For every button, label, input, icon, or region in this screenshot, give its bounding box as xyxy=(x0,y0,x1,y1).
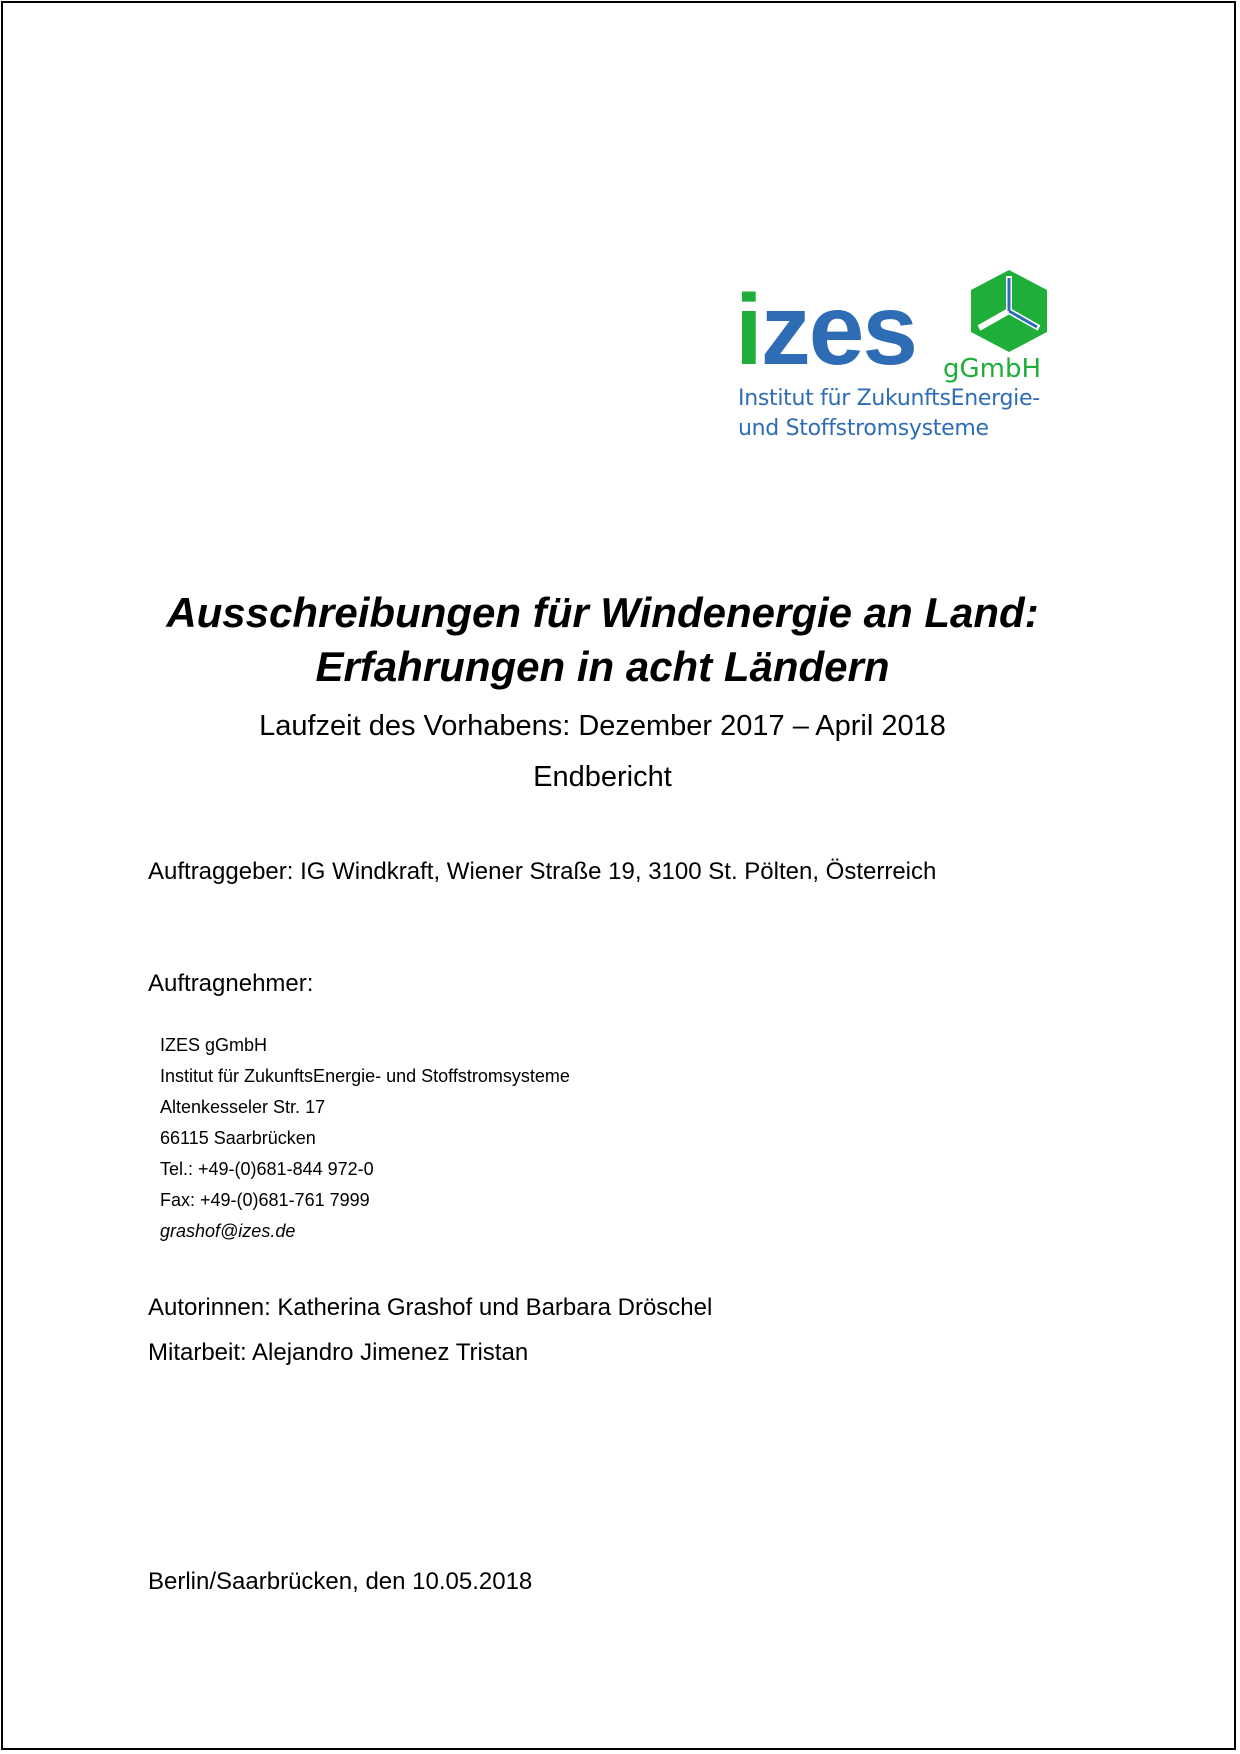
izes-logo xyxy=(735,268,1055,448)
collaboration-line: Mitarbeit: Alejandro Jimenez Tristan xyxy=(148,1339,529,1366)
address-line: 66115 Saarbrücken xyxy=(160,1128,316,1148)
client-line: Auftraggeber: IG Windkraft, Wiener Straße 19, 3100 St. Pölten, Österreich xyxy=(148,858,937,885)
address-line: IZES gGmbH xyxy=(160,1035,268,1055)
logo-letter-i: i xyxy=(735,274,761,386)
contractor-address xyxy=(160,1030,570,1247)
logo-tagline-2: und Stoffstromsysteme xyxy=(738,416,989,441)
logo-suffix: gGmbH xyxy=(943,354,1042,384)
logo-tagline-1: Institut für ZukunftsEnergie- xyxy=(738,386,1040,411)
email-link[interactable]: grashof@izes.de xyxy=(160,1221,296,1241)
izes-wordmark xyxy=(735,274,917,386)
izes-hexagon-icon xyxy=(967,268,1051,354)
logo-letters-zes: zes xyxy=(760,274,917,386)
report-type: Endbericht xyxy=(533,761,672,793)
fax-line: Fax: +49-(0)681-761 7999 xyxy=(160,1190,370,1210)
project-period: Laufzeit des Vorhabens: Dezember 2017 – April 2018 xyxy=(259,710,946,742)
contractor-label: Auftragnehmer: xyxy=(148,970,314,997)
address-line: Institut für ZukunftsEnergie- und Stoffstromsysteme xyxy=(160,1066,570,1086)
authors-line: Autorinnen: Katherina Grashof und Barbara Dröschel xyxy=(148,1294,713,1321)
document-title-line-1: Ausschreibungen für Windenergie an Land: xyxy=(166,589,1039,636)
place-date-line: Berlin/Saarbrücken, den 10.05.2018 xyxy=(148,1568,533,1595)
address-line: Altenkesseler Str. 17 xyxy=(160,1097,326,1117)
phone-line: Tel.: +49-(0)681-844 972-0 xyxy=(160,1159,374,1179)
document-title-line-2: Erfahrungen in acht Ländern xyxy=(315,643,890,690)
